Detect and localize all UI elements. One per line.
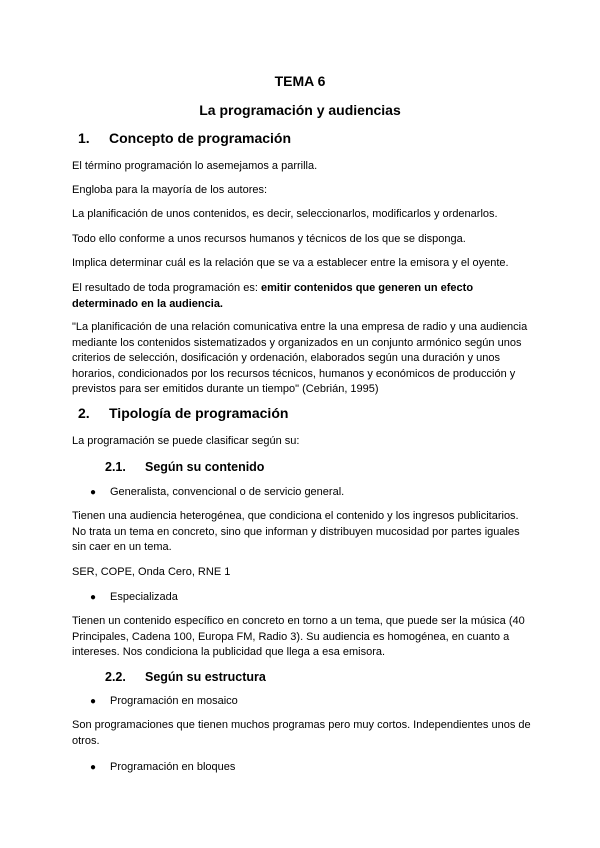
paragraph: El término programación lo asemejamos a parrilla. <box>72 160 318 172</box>
result-prefix: El resultado de toda programación es: <box>72 282 261 294</box>
bullet-icon: ● <box>90 592 97 603</box>
section-1-title: Concepto de programación <box>109 130 292 146</box>
paragraph: Tienen un contenido específico en concreto en torno a un tema, que puede ser la música (40 Principales, Cadena 100, Europa FM, Radio 3). Su audiencia es homogénea, en cuanto a intereses. Nos condiciona la publicidad que llega a esa emisora. <box>72 615 525 658</box>
paragraph: Tienen una audiencia heterogénea, que condiciona el contenido y los ingresos publicitarios. No trata un tema en concreto, sino que informan y distribuyen mucosidad por partes iguales sin caer en un tema. <box>72 510 520 553</box>
subsection-2-2-title: Según su estructura <box>145 670 266 684</box>
definition-quote: "La planificación de una relación comunicativa entre la una empresa de radio y una audiencia mediante los contenidos sistematizados y organizados en un conjunto armónico según unos criterios de selección, dosificación y ordenación, elaborados según una duración y unos horarios, condicionados por los recursos técnicos, humanos y económicos de producción y previstos para ser emitidos durante un tiempo" (Cebrián, 1995) <box>72 321 528 395</box>
result-emphasis: emitir contenidos que generen un efecto determinado en la audiencia. <box>72 282 474 310</box>
section-2-heading <box>78 404 288 422</box>
paragraph: Son programaciones que tienen muchos programas pero muy cortos. Independientes unos de otros. <box>72 719 531 747</box>
paragraph: Engloba para la mayoría de los autores: <box>72 184 268 196</box>
bullet-icon: ● <box>90 762 97 773</box>
subsection-2-2-number: 2.2. <box>105 670 126 684</box>
bullet-icon: ● <box>90 487 97 498</box>
paragraph: La planificación de unos contenidos, es decir, seleccionarlos, modificarlos y ordenarlos. <box>72 208 498 220</box>
paragraph: Implica determinar cuál es la relación que se va a establecer entre la emisora y el oyente. <box>72 257 509 269</box>
section-1-number: 1. <box>78 130 90 146</box>
document-subtitle: La programación y audiencias <box>199 102 401 118</box>
paragraph: Todo ello conforme a unos recursos humanos y técnicos de los que se disponga. <box>72 233 466 245</box>
list-item: ● Programación en bloques <box>90 761 236 773</box>
list-item: ● Especializada <box>90 591 178 603</box>
paragraph: La programación se puede clasificar según su: <box>72 435 300 447</box>
document-title: TEMA 6 <box>274 73 326 89</box>
section-2-number: 2. <box>78 405 90 421</box>
subsection-2-1-title: Según su contenido <box>145 460 265 474</box>
section-1-heading <box>78 129 291 147</box>
subsection-2-1-number: 2.1. <box>105 460 126 474</box>
section-2-title: Tipología de programación <box>109 405 289 421</box>
subsection-2-2-heading <box>105 669 266 685</box>
paragraph: SER, COPE, Onda Cero, RNE 1 <box>72 566 231 578</box>
bullet-icon: ● <box>90 696 97 707</box>
list-item: ● Generalista, convencional o de servicio general. <box>90 486 345 498</box>
subsection-2-1-heading <box>105 459 264 475</box>
list-item: ● Programación en mosaico <box>90 695 238 707</box>
result-paragraph <box>72 281 532 312</box>
